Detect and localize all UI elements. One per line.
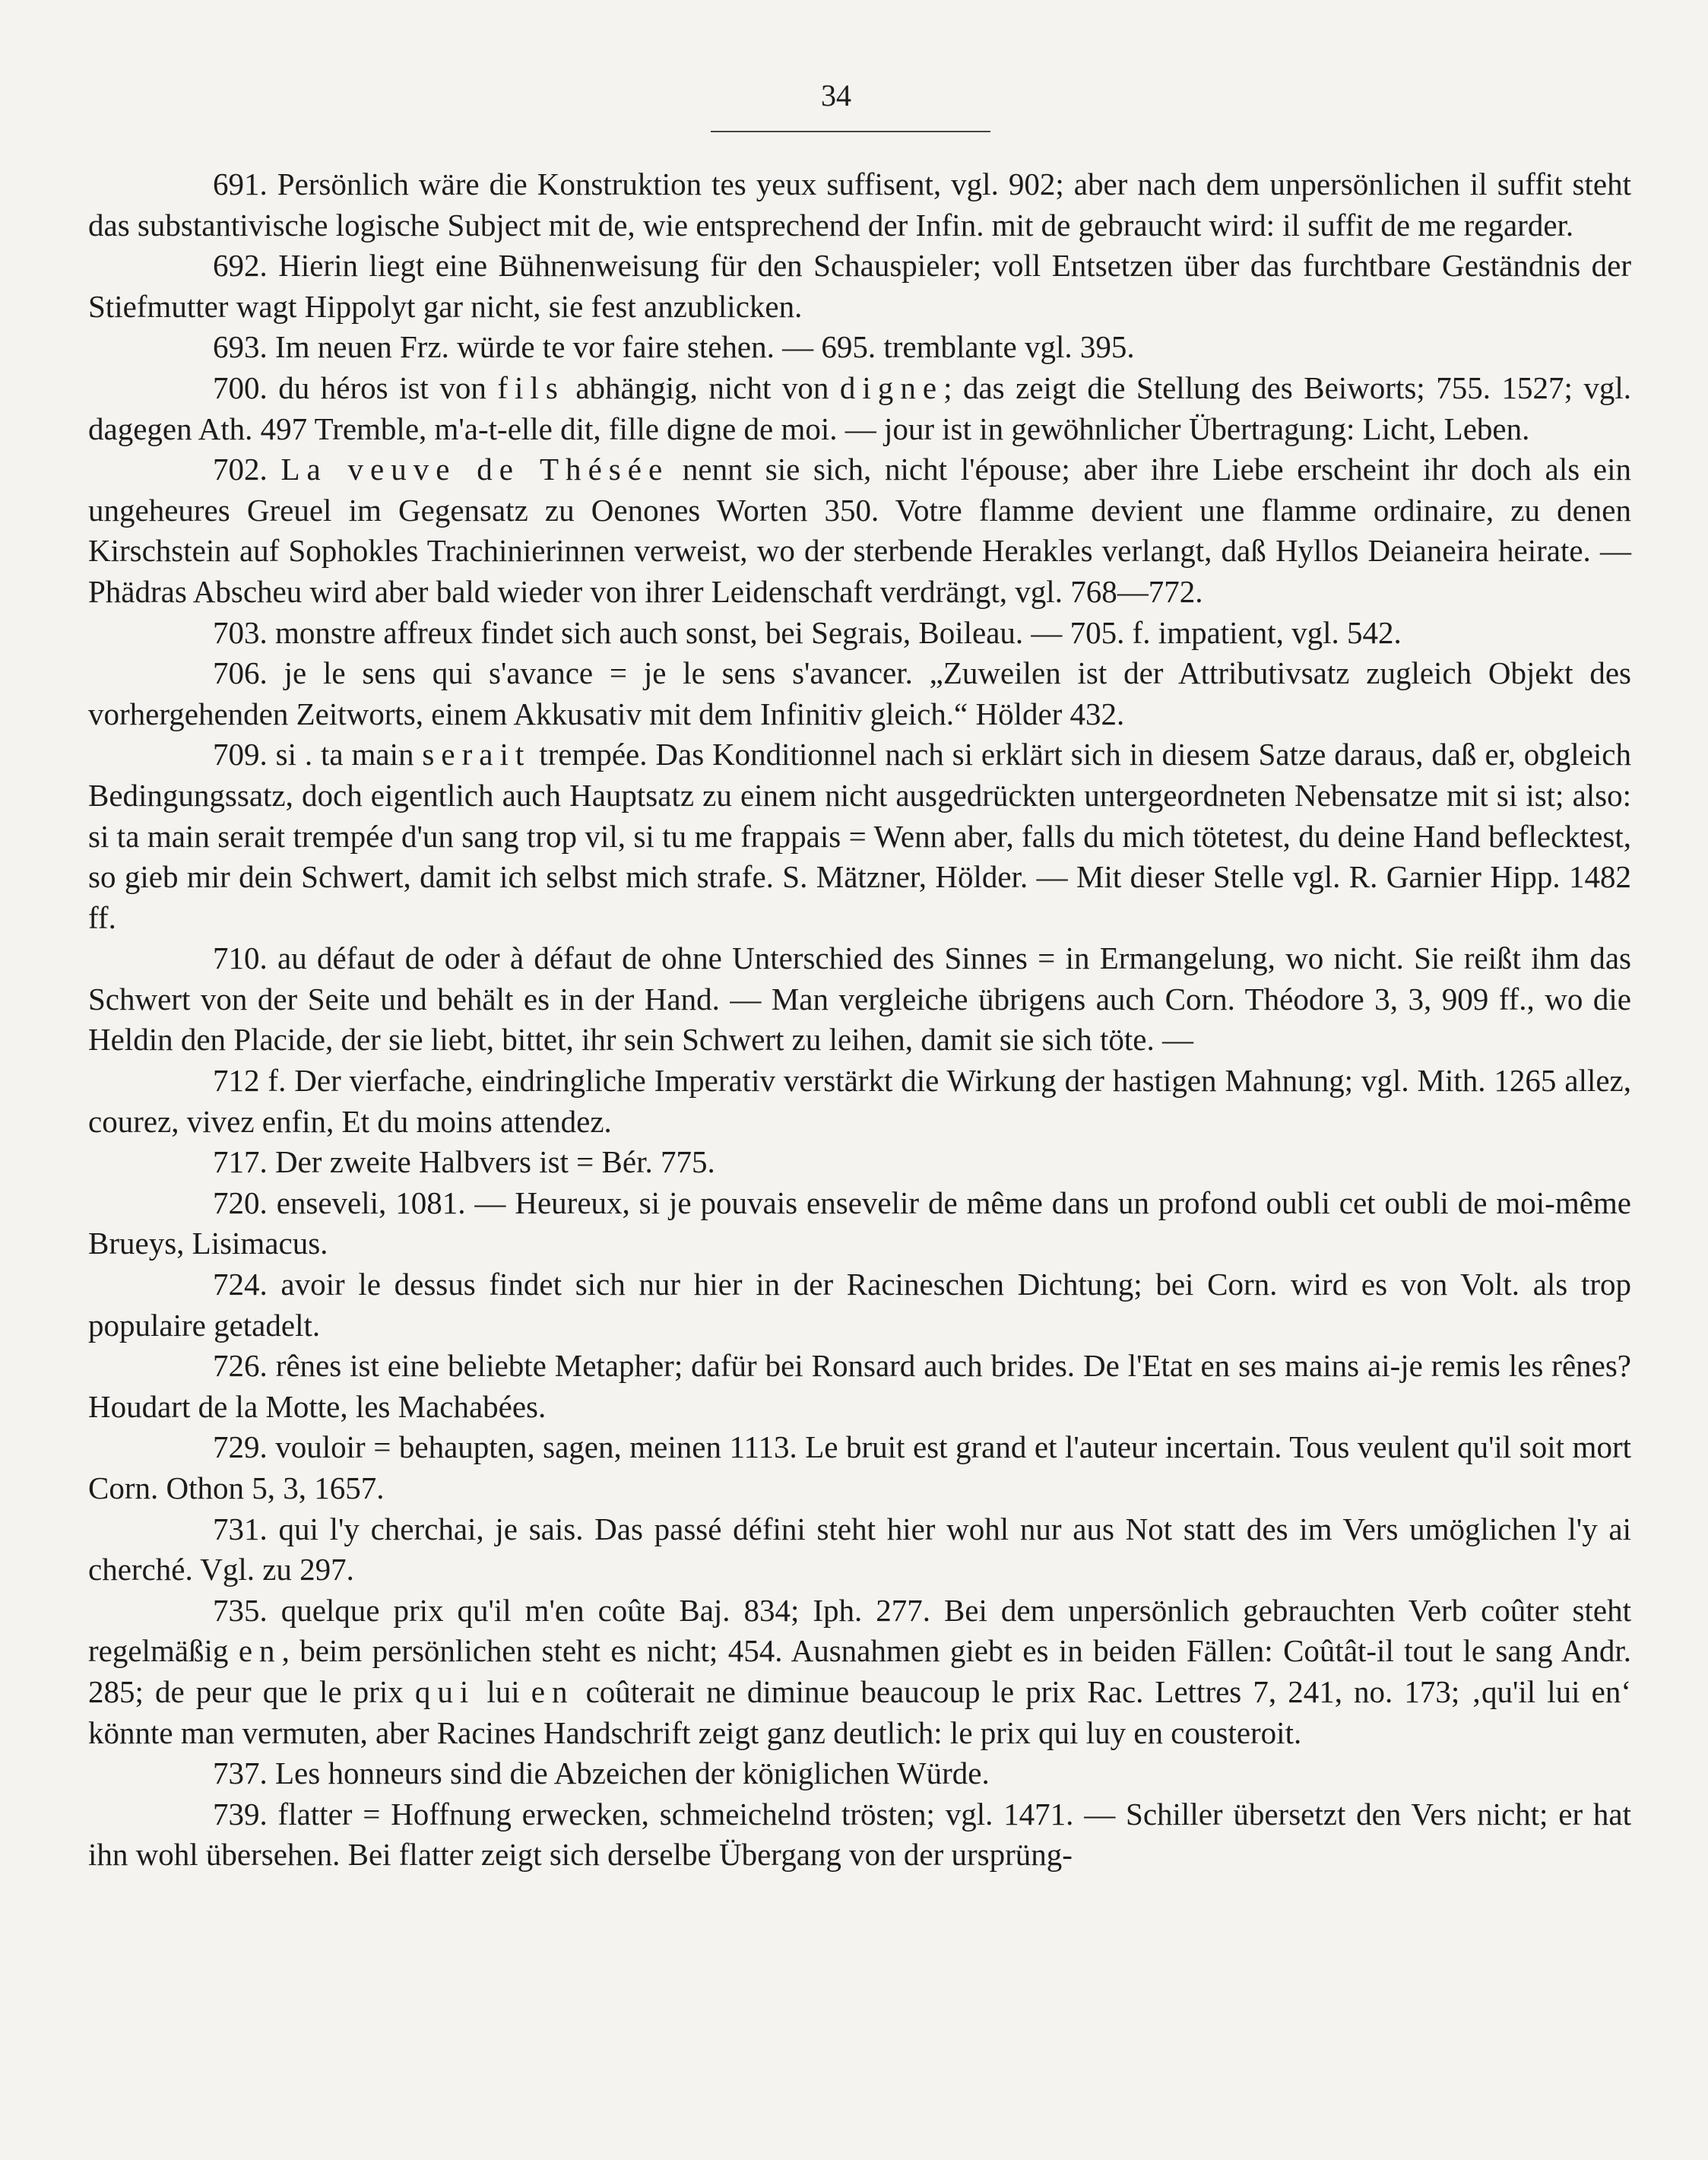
spaced-word: serait (422, 737, 531, 772)
note-text: 731. qui l'y cherchai, je sais. Das passé défini steht hier wohl nur aus Not statt des im Vers umöglichen l'y ai cherché. Vgl. zu 297. (88, 1511, 1631, 1587)
note-737 (88, 1753, 1631, 1794)
note-text: 700. du héros ist von (213, 370, 498, 405)
spaced-word: fils (497, 370, 565, 405)
note-703 (88, 613, 1631, 654)
note-text: , beim persönlichen steht es nicht; 454. Ausnahmen giebt es in beiden Fällen: Coûtât-il tout le sang Andr. 285; de peur que le prix (88, 1633, 1631, 1709)
note-700 (88, 368, 1631, 449)
note-735 (88, 1591, 1631, 1753)
note-text: 693. Im neuen Frz. würde te vor faire stehen. — 695. tremblante vgl. 395. (213, 329, 1135, 365)
note-text: 729. vouloir = behaupten, sagen, meinen 1113. Le bruit est grand et l'auteur incertain. Tous veulent qu'il soit mort Corn. Othon 5, 3, 1657. (88, 1429, 1631, 1505)
spaced-word: qui (414, 1673, 476, 1709)
note-702 (88, 449, 1631, 612)
note-693 (88, 327, 1631, 368)
spaced-word: en (531, 1673, 575, 1709)
note-724 (88, 1264, 1631, 1346)
note-text: 706. je le sens qui s'avance = je le sens s'avancer. „Zuweilen ist der Attributivsatz zugleich Objekt des vorhergehenden Zeitworts, einem Akkusativ mit dem Infinitiv gleich.“ Hölder 432. (88, 655, 1631, 731)
note-text: 709. si . ta main (213, 737, 423, 772)
note-text: 726. rênes ist eine beliebte Metapher; dafür bei Ronsard auch brides. De l'Etat en ses mains ai-je remis les rênes? Houdart de la Motte, les Machabées. (88, 1348, 1631, 1424)
note-text: 702. (213, 452, 281, 487)
note-text: 703. monstre affreux findet sich auch sonst, bei Segrais, Boileau. — 705. f. impatient, vgl. 542. (213, 614, 1402, 650)
note-709 (88, 734, 1631, 938)
note-text: trempée. Das Konditionnel nach si erklärt sich in diesem Satze daraus, daß er, obgleich Bedingungssatz, doch eigentlich auch Hauptsatz zu einem nicht ausgedrückten untergeordneten Nebensatze mit si ist; also: si ta main serait trempée d'un sang trop vil, si tu me frappais = Wenn aber, falls du mich tötetest, du deine Hand beflecktest, so gieb mir dein Schwert, damit ich selbst mich strafe. S. Mätzner, Hölder. — Mit dieser Stelle vgl. R. Garnier Hipp. 1482 ff. (88, 737, 1631, 935)
commentary-text (88, 164, 1631, 1876)
page-number: 34 (821, 78, 851, 113)
note-text: 691. Persönlich wäre die Konstruktion tes yeux suffisent, vgl. 902; aber nach dem unpersönlichen il suffit steht das substantivische logische Subject mit de, wie entsprechend der Infin. mit de gebraucht wird: il suffit de me regarder. (88, 167, 1631, 243)
note-739 (88, 1794, 1631, 1876)
note-text: 712 f. Der vierfache, eindringliche Imperativ verstärkt die Wirkung der hastigen Mahnung; vgl. Mith. 1265 allez, courez, vivez enfin, Et du moins attendez. (88, 1063, 1631, 1139)
note-text: 710. au défaut de oder à défaut de ohne Unterschied des Sinnes = in Ermangelung, wo nicht. Sie reißt ihm das Schwert von der Seite und behält es in der Hand. — Man vergleiche übrigens auch Corn. Théodore 3, 3, 909 ff., wo die Heldin den Placide, der sie liebt, bittet, ihr sein Schwert zu leihen, damit sie sich töte. — (88, 940, 1631, 1058)
note-712 (88, 1061, 1631, 1142)
note-692 (88, 246, 1631, 327)
note-731 (88, 1509, 1631, 1591)
note-text: nennt sie sich, nicht l'épouse; aber ihre Liebe erscheint ihr doch als ein ungeheures Greuel im Gegensatz zu Oenones Worten 350. Votre flamme devient une flamme ordinaire, zu denen Kirschstein auf Sophokles Trachinierinnen verweist, wo der sterbende Herakles verlangt, daß Hyllos Deianeira heirate. — Phädras Abscheu wird aber bald wieder von ihrer Leidenschaft verdrängt, vgl. 768—772. (88, 452, 1631, 609)
note-text: abhängig, nicht von (564, 370, 840, 405)
note-720 (88, 1183, 1631, 1264)
note-text: coûterait ne diminue beaucoup le prix Rac. Lettres 7, 241, no. 173; ‚qu'il lui en‘ könnte man vermuten, aber Racines Handschrift zeigt ganz deutlich: le prix qui luy en cousteroit. (88, 1673, 1631, 1750)
note-text: 692. Hierin liegt eine Bühnenweisung für den Schauspieler; voll Entsetzen über das furchtbare Geständnis der Stiefmutter wagt Hippolyt gar nicht, sie fest anzublicken. (88, 248, 1631, 324)
note-710 (88, 938, 1631, 1061)
note-706 (88, 653, 1631, 734)
note-text: 735. quelque prix qu'il m'en coûte Baj. 834; Iph. 277. Bei dem unpersönlich gebrauchten Verb coûter steht regelmäßig (88, 1592, 1631, 1669)
note-726 (88, 1346, 1631, 1427)
note-text: 724. avoir le dessus findet sich nur hier in der Racineschen Dichtung; bei Corn. wird es von Volt. als trop populaire getadelt. (88, 1267, 1631, 1343)
note-text: 717. Der zweite Halbvers ist = Bér. 775. (213, 1144, 715, 1180)
spaced-word: digne (839, 370, 944, 405)
note-691 (88, 164, 1631, 246)
note-729 (88, 1427, 1631, 1508)
note-717 (88, 1142, 1631, 1183)
note-text: lui (475, 1673, 531, 1709)
spaced-word: en (238, 1633, 282, 1669)
note-text: 739. flatter = Hoffnung erwecken, schmeichelnd trösten; vgl. 1471. — Schiller übersetzt den Vers nicht; er hat ihn wohl übersehen. Bei flatter zeigt sich derselbe Übergang von der ursprüng- (88, 1796, 1631, 1873)
spaced-word: La veuve de Thésée (280, 452, 670, 487)
note-text: 720. enseveli, 1081. — Heureux, si je pouvais ensevelir de même dans un profond oubli cet oubli de moi-même Brueys, Lisimacus. (88, 1185, 1631, 1261)
header-rule (711, 131, 990, 132)
note-text: 737. Les honneurs sind die Abzeichen der königlichen Würde. (213, 1756, 990, 1791)
note-text: ; das zeigt die Stellung des Beiworts; 755. 1527; vgl. dagegen Ath. 497 Tremble, m'a-t-elle dit, fille digne de moi. — jour ist in gewöhnlicher Übertragung: Licht, Leben. (88, 370, 1631, 446)
